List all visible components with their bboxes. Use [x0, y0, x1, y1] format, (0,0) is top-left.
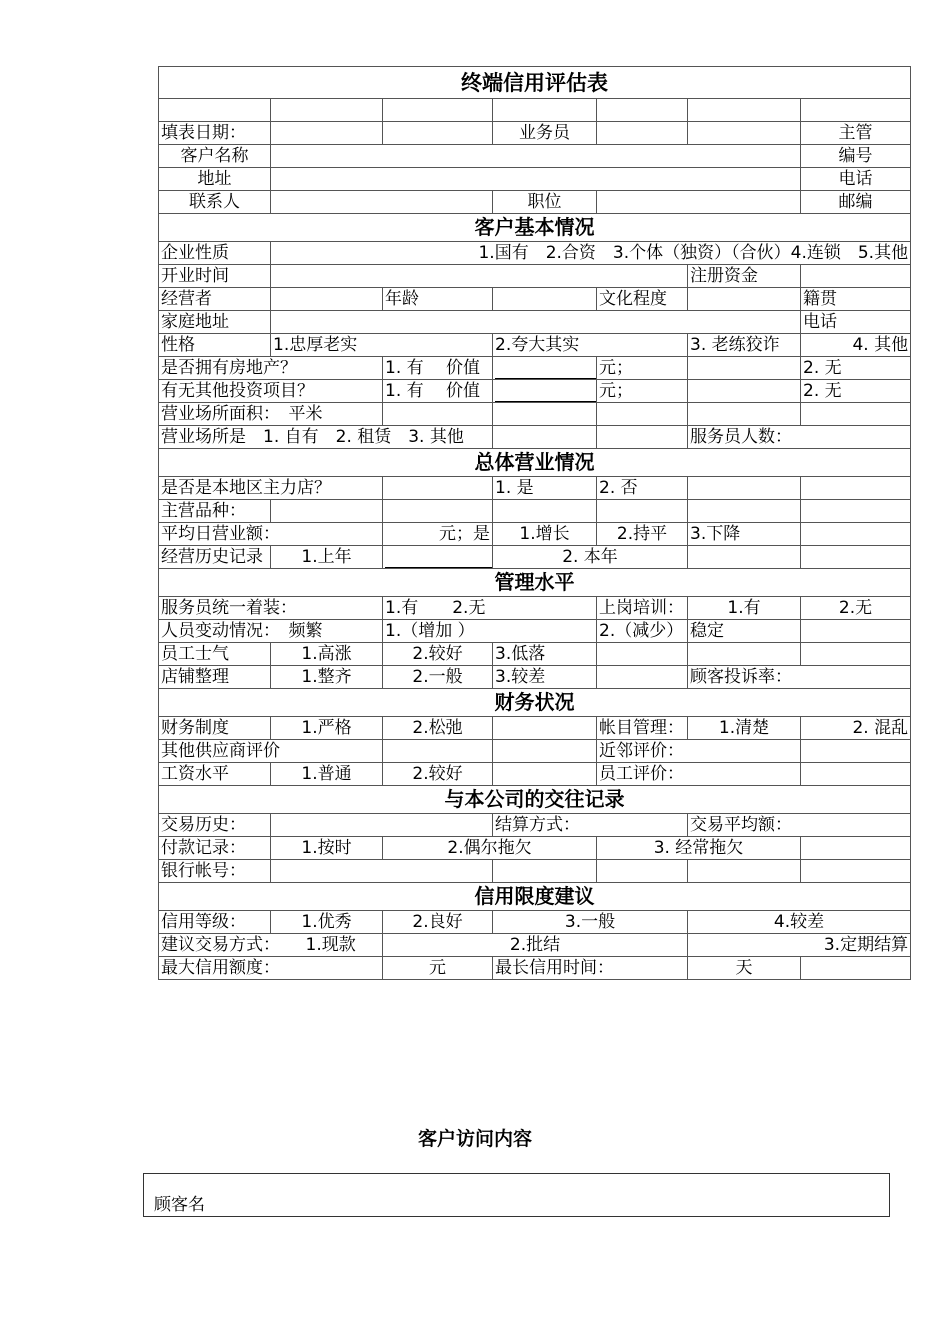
accounts-clear[interactable]: 1.清楚: [688, 717, 801, 740]
section-credit-title: 信用限度建议: [159, 883, 911, 911]
history-last-year: 1.上年: [271, 546, 383, 569]
avg-amount-label: 交易平均额：: [688, 814, 911, 837]
staff-change-increase[interactable]: 1.（增加 ）: [383, 620, 597, 643]
wage-better[interactable]: 2.较好: [383, 763, 493, 786]
complaint-label: 顾客投诉率：: [688, 666, 911, 689]
main-store-no[interactable]: 2. 否: [597, 477, 688, 500]
contact-field[interactable]: [271, 191, 493, 214]
main-products-label: 主营品种：: [159, 500, 271, 523]
character-option-3[interactable]: 3. 老练狡诈: [688, 334, 801, 357]
uniform-options[interactable]: 1.有 2.无: [383, 597, 597, 620]
address-label: 地址: [159, 168, 271, 191]
payment-label: 付款记录：: [159, 837, 271, 860]
training-label: 上岗培训：: [597, 597, 688, 620]
home-address-field[interactable]: [271, 311, 801, 334]
section-business-title: 总体营业情况: [159, 449, 911, 477]
max-amount-label: 最大信用额度：: [159, 957, 383, 980]
invest-no[interactable]: 2. 无: [801, 380, 911, 403]
store-average[interactable]: 2.一般: [383, 666, 493, 689]
section-management-title: 管理水平: [159, 569, 911, 597]
accounts-label: 帐目管理：: [597, 717, 688, 740]
operator-field[interactable]: [271, 288, 383, 311]
nature-label: 企业性质: [159, 242, 271, 265]
avg-sales-yuan-is: 元；是: [383, 523, 493, 546]
customer-name-label: 客户名称: [159, 145, 271, 168]
fill-date-label: 填表日期：: [159, 122, 271, 145]
morale-good[interactable]: 2.较好: [383, 643, 493, 666]
store-neat[interactable]: 1.整齐: [271, 666, 383, 689]
education-label: 文化程度: [597, 288, 688, 311]
grade-average[interactable]: 3.一般: [493, 911, 688, 934]
character-option-1[interactable]: 1.忠厚老实: [271, 334, 493, 357]
max-amount-unit: 元: [383, 957, 493, 980]
avg-sales-label: 平均日营业额：: [159, 523, 383, 546]
home-phone-label: 电话: [801, 311, 911, 334]
grade-poor[interactable]: 4.较差: [688, 911, 911, 934]
supplier-eval-label: 其他供应商评价: [159, 740, 383, 763]
invest-yes-value[interactable]: 1. 有 价值: [383, 380, 493, 403]
max-time-label: 最长信用时间：: [493, 957, 688, 980]
postcode-label: 邮编: [801, 191, 911, 214]
grade-excellent[interactable]: 1.优秀: [271, 911, 383, 934]
premises-options[interactable]: 营业场所是 1. 自有 2. 租赁 3. 其他: [159, 426, 493, 449]
visit-box[interactable]: [143, 1173, 890, 1217]
history-label: 经营历史记录: [159, 546, 271, 569]
max-time-unit: 天: [688, 957, 801, 980]
settlement-label: 结算方式：: [493, 814, 688, 837]
history-last-year-blank[interactable]: [383, 546, 493, 569]
visit-title: 客户访问内容: [417, 1128, 532, 1150]
main-store-question: 是否是本地区主力店？: [159, 477, 383, 500]
store-order-label: 店铺整理: [159, 666, 271, 689]
reg-capital-label: 注册资金: [688, 265, 801, 288]
age-field[interactable]: [493, 288, 597, 311]
number-label: 编号: [801, 145, 911, 168]
age-label: 年龄: [383, 288, 493, 311]
staff-change-stable[interactable]: 稳定: [688, 620, 801, 643]
uniform-label: 服务员统一着装：: [159, 597, 383, 620]
nature-options[interactable]: 1.国有 2.合资 3.个体（独资）（合伙）4.连锁 5.其他: [271, 242, 911, 265]
salesman-field[interactable]: [597, 122, 688, 145]
staff-change-decrease[interactable]: 2.（减少）: [597, 620, 688, 643]
native-place-label: 籍贯: [801, 288, 911, 311]
open-time-label: 开业时间: [159, 265, 271, 288]
credit-grade-label: 信用等级：: [159, 911, 271, 934]
phone-label: 电话: [801, 168, 911, 191]
reg-capital-field[interactable]: [801, 265, 911, 288]
main-store-yes[interactable]: 1. 是: [493, 477, 597, 500]
training-no[interactable]: 2.无: [801, 597, 911, 620]
payment-often[interactable]: 3. 经常拖欠: [597, 837, 801, 860]
property-yuan: 元；: [597, 357, 688, 380]
sales-increase[interactable]: 1.增长: [493, 523, 597, 546]
section-record-title: 与本公司的交往记录: [159, 786, 911, 814]
finance-strict[interactable]: 1.严格: [271, 717, 383, 740]
wage-label: 工资水平: [159, 763, 271, 786]
invest-value-blank[interactable]: [493, 380, 597, 403]
character-label: 性格: [159, 334, 271, 357]
morale-low[interactable]: 3.低落: [493, 643, 597, 666]
property-value-blank[interactable]: [493, 357, 597, 380]
finance-loose[interactable]: 2.松弛: [383, 717, 493, 740]
section-basic-title: 客户基本情况: [159, 214, 911, 242]
area-label: 营业场所面积： 平米: [159, 403, 383, 426]
method-periodic[interactable]: 3.定期结算: [688, 934, 911, 957]
character-option-4[interactable]: 4. 其他: [801, 334, 911, 357]
credit-evaluation-form: [158, 66, 911, 980]
invest-yuan: 元；: [597, 380, 688, 403]
trade-method-label: 建议交易方式： 1.现款: [159, 934, 383, 957]
staff-eval-label: 员工评价：: [597, 763, 801, 786]
bank-label: 银行帐号：: [159, 860, 271, 883]
supervisor-label: 主管: [801, 122, 911, 145]
salesman-label: 业务员: [493, 122, 597, 145]
morale-high[interactable]: 1.高涨: [271, 643, 383, 666]
operator-label: 经营者: [159, 288, 271, 311]
grade-good[interactable]: 2.良好: [383, 911, 493, 934]
staff-change-label: 人员变动情况： 频繁: [159, 620, 383, 643]
bank-field[interactable]: [271, 860, 493, 883]
history-this-year: 2. 本年: [493, 546, 688, 569]
sales-flat[interactable]: 2.持平: [597, 523, 688, 546]
property-no[interactable]: 2. 无: [801, 357, 911, 380]
payment-occasional[interactable]: 2.偶尔拖欠: [383, 837, 597, 860]
position-field[interactable]: [597, 191, 801, 214]
form-title: 终端信用评估表: [159, 67, 911, 99]
character-option-2[interactable]: 2.夸大其实: [493, 334, 688, 357]
section-finance-title: 财务状况: [159, 689, 911, 717]
morale-label: 员工士气: [159, 643, 271, 666]
method-cash[interactable]: 1.现款: [305, 935, 356, 955]
payment-on-time[interactable]: 1.按时: [271, 837, 383, 860]
address-field[interactable]: [271, 168, 801, 191]
contact-label: 联系人: [159, 191, 271, 214]
trade-history-label: 交易历史：: [159, 814, 271, 837]
training-yes[interactable]: 1.有: [688, 597, 801, 620]
invest-question: 有无其他投资项目？: [159, 380, 383, 403]
property-question: 是否拥有房地产？: [159, 357, 383, 380]
store-poor[interactable]: 3.较差: [493, 666, 597, 689]
property-yes-value[interactable]: 1. 有 价值: [383, 357, 493, 380]
neighbor-eval-label: 近邻评价：: [597, 740, 801, 763]
visit-customer-name-label: 顾客名: [154, 1195, 205, 1215]
home-address-label: 家庭地址: [159, 311, 271, 334]
fill-date-field[interactable]: [271, 122, 383, 145]
accounts-messy[interactable]: 2. 混乱: [801, 717, 911, 740]
wage-normal[interactable]: 1.普通: [271, 763, 383, 786]
customer-name-field[interactable]: [271, 145, 801, 168]
education-field[interactable]: [688, 288, 801, 311]
method-batch[interactable]: 2.批结: [383, 934, 688, 957]
finance-system-label: 财务制度: [159, 717, 271, 740]
open-time-field[interactable]: [271, 265, 688, 288]
sales-decrease[interactable]: 3.下降: [688, 523, 801, 546]
position-label: 职位: [493, 191, 597, 214]
staff-count-label: 服务员人数：: [688, 426, 911, 449]
